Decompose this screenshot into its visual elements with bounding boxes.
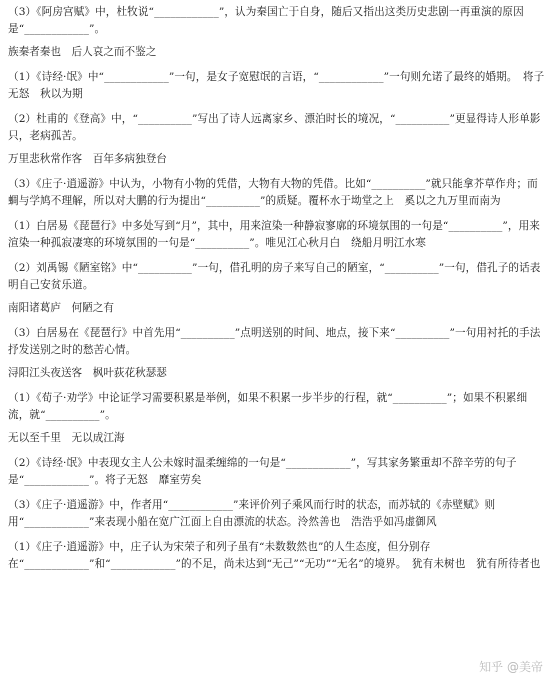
- answer-text: 南阳诸葛庐 何陋之有: [8, 302, 114, 314]
- question-block: [8, 176, 547, 218]
- answer-text: 浔阳江头夜送客 枫叶荻花秋瑟瑟: [8, 367, 167, 379]
- answer-text: 无以至千里 无以成江海: [8, 432, 125, 444]
- question-text: （2）《诗经·氓》中表现女主人公未嫁时温柔缠绵的一句是“____________”，写其家务繁重却不辞辛劳的句子是“____________”。将子无怒 靡室劳矣: [8, 457, 517, 486]
- question-block: [8, 455, 547, 497]
- question-block: [8, 4, 547, 61]
- question-text: （1）《诗经·氓》中“____________”一句，是女子宽慰氓的言语，“____________”一句则允诺了最终的婚期。 将子无怒 秋以为期: [8, 71, 545, 100]
- question-text: （3）白居易在《琵琶行》中首先用“__________”点明送别的时间、地点，接下来“__________”一句用衬托的手法抒发送别之时的愁苦心情。: [8, 327, 541, 356]
- question-block: [8, 325, 547, 382]
- question-block: [8, 111, 547, 168]
- question-text: （3）《庄子·逍遥游》中认为，小物有小物的凭借，大物有大物的凭借。比如“__________”就只能拿芥草作舟；而蜩与学鸠不理解，所以对大鹏的行为提出“__________”的质疑。覆杯水于坳堂之上 奚以之九万里而南为: [8, 178, 538, 207]
- question-text: （2）杜甫的《登高》中，“__________”写出了诗人远离家乡、漂泊时长的境况，“__________”更显得诗人形单影只，老病孤苦。: [8, 113, 541, 142]
- question-text: （1）白居易《琵琶行》中多处写到“月”，其中，用来渲染一种静寂寥廓的环境氛围的一句是“__________”，用来渲染一种孤寂凄寒的环境氛围的一句是“__________”。唯见江心秋月白 绕船月明江水寒: [8, 220, 541, 249]
- answer-text: 万里悲秋常作客 百年多病独登台: [8, 153, 167, 165]
- question-block: [8, 390, 547, 447]
- question-block: [8, 69, 547, 111]
- question-text: （1）《荀子·劝学》中论证学习需要积累是举例，如果不积累一步半步的行程，就“__________”；如果不积累细流，就“__________”。: [8, 392, 528, 421]
- question-text: （1）《庄子·逍遥游》中，庄子认为宋荣子和列子虽有“未数数然也”的人生态度，但分别存在“____________”和“____________”的不足，尚未达到“无己”“无功”“无名”的境界。 犹有未树也 犹有所待者也: [8, 541, 541, 570]
- question-block: [8, 218, 547, 260]
- question-block: [8, 497, 547, 539]
- question-block: [8, 260, 547, 317]
- question-text: （2）刘禹锡《陋室铭》中“__________”一句，借孔明的房子来写自己的陋室，“__________”一句，借孔子的话表明自己安贫乐道。: [8, 262, 541, 291]
- question-block: [8, 539, 547, 573]
- answer-text: 族秦者秦也 后人哀之而不鉴之: [8, 46, 157, 58]
- watermark: 知乎 @美帝: [479, 660, 543, 674]
- question-text: （3）《阿房宫赋》中，杜牧说“____________”，认为秦国亡于自身，随后又指出这类历史悲剧一再重演的原因是“____________”。: [8, 6, 524, 35]
- question-text: （3）《庄子·逍遥游》中，作者用“____________”来评价列子乘风而行时的状态，而苏轼的《赤壁赋》则用“____________”来表现小船在宽广江面上自由漂流的状态。泠然善也 浩浩乎如冯虚御风: [8, 499, 496, 528]
